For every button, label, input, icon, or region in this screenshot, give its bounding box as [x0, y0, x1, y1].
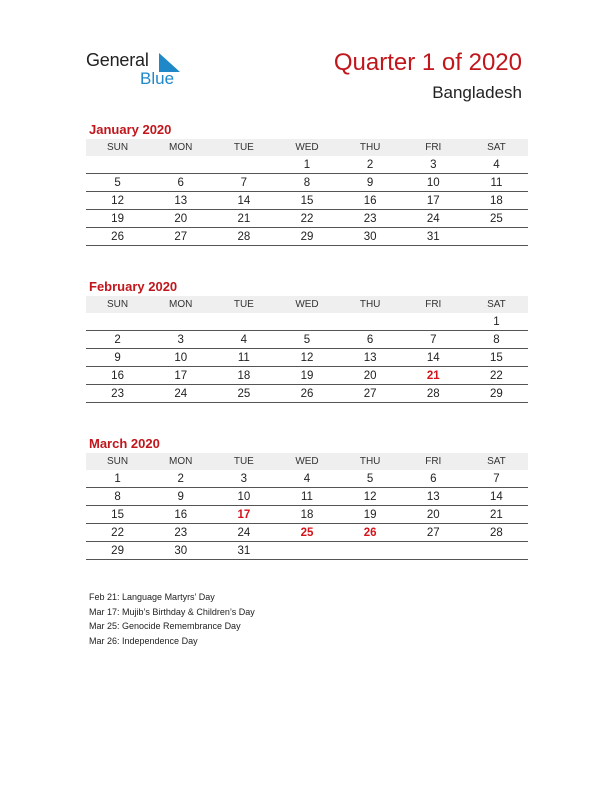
- day-cell: 13: [149, 192, 212, 210]
- day-cell: 13: [402, 488, 465, 506]
- day-cell: 28: [465, 524, 528, 542]
- weekday-header: WED: [275, 139, 338, 156]
- weekday-header: TUE: [212, 453, 275, 470]
- country-name: Bangladesh: [432, 83, 522, 102]
- day-cell: 27: [402, 524, 465, 542]
- day-cell: 12: [275, 349, 338, 367]
- day-cell: 10: [402, 174, 465, 192]
- day-cell: 2: [339, 156, 402, 174]
- month-january: [86, 121, 528, 246]
- weekday-header-row: [86, 296, 528, 313]
- empty-day-cell: [275, 542, 338, 560]
- holiday-day-cell: 26: [339, 524, 402, 542]
- day-cell: 16: [339, 192, 402, 210]
- week-row: [86, 156, 528, 174]
- day-cell: 26: [86, 228, 149, 246]
- day-cell: 20: [339, 367, 402, 385]
- month-title: January 2020: [89, 122, 172, 137]
- day-cell: 19: [275, 367, 338, 385]
- week-row: [86, 542, 528, 560]
- day-cell: 9: [149, 488, 212, 506]
- day-cell: 6: [339, 331, 402, 349]
- day-cell: 22: [465, 367, 528, 385]
- day-cell: 25: [212, 385, 275, 403]
- day-cell: 10: [149, 349, 212, 367]
- weekday-header: FRI: [402, 139, 465, 156]
- day-cell: 10: [212, 488, 275, 506]
- weekday-header: MON: [149, 296, 212, 313]
- weekday-header: TUE: [212, 296, 275, 313]
- day-cell: 15: [275, 192, 338, 210]
- day-cell: 8: [86, 488, 149, 506]
- day-cell: 20: [402, 506, 465, 524]
- day-cell: 4: [212, 331, 275, 349]
- day-cell: 9: [339, 174, 402, 192]
- day-cell: 3: [212, 470, 275, 488]
- day-cell: 11: [275, 488, 338, 506]
- brand-name-blue: Blue: [140, 69, 175, 88]
- weekday-header: WED: [275, 296, 338, 313]
- day-cell: 21: [212, 210, 275, 228]
- day-cell: 27: [149, 228, 212, 246]
- day-cell: 4: [465, 156, 528, 174]
- empty-day-cell: [86, 313, 149, 331]
- day-cell: 12: [86, 192, 149, 210]
- month-title: March 2020: [89, 436, 160, 451]
- holiday-day-cell: 25: [275, 524, 338, 542]
- week-row: [86, 313, 528, 331]
- day-cell: 18: [275, 506, 338, 524]
- day-cell: 23: [86, 385, 149, 403]
- day-cell: 13: [339, 349, 402, 367]
- day-cell: 4: [275, 470, 338, 488]
- week-row: [86, 367, 528, 385]
- empty-day-cell: [212, 313, 275, 331]
- weekday-header: FRI: [402, 296, 465, 313]
- holiday-day-cell: 17: [212, 506, 275, 524]
- day-cell: 5: [339, 470, 402, 488]
- day-cell: 7: [212, 174, 275, 192]
- day-cell: 29: [86, 542, 149, 560]
- day-cell: 16: [86, 367, 149, 385]
- empty-day-cell: [149, 313, 212, 331]
- day-cell: 19: [339, 506, 402, 524]
- day-cell: 14: [402, 349, 465, 367]
- empty-day-cell: [212, 156, 275, 174]
- day-cell: 15: [465, 349, 528, 367]
- day-cell: 1: [275, 156, 338, 174]
- weekday-header: SUN: [86, 453, 149, 470]
- day-cell: 30: [339, 228, 402, 246]
- week-row: [86, 470, 528, 488]
- day-cell: 5: [275, 331, 338, 349]
- month-february: [86, 278, 528, 403]
- day-cell: 2: [86, 331, 149, 349]
- week-row: [86, 192, 528, 210]
- weekday-header: THU: [339, 139, 402, 156]
- day-cell: 1: [86, 470, 149, 488]
- empty-day-cell: [402, 313, 465, 331]
- calendar-grid: [86, 139, 528, 246]
- empty-day-cell: [465, 228, 528, 246]
- weekday-header: SUN: [86, 139, 149, 156]
- day-cell: 22: [275, 210, 338, 228]
- day-cell: 30: [149, 542, 212, 560]
- day-cell: 18: [465, 192, 528, 210]
- week-row: [86, 210, 528, 228]
- weekday-header: SAT: [465, 139, 528, 156]
- calendar-grid: [86, 453, 528, 560]
- day-cell: 21: [465, 506, 528, 524]
- week-row: [86, 524, 528, 542]
- weekday-header: SUN: [86, 296, 149, 313]
- weekday-header: WED: [275, 453, 338, 470]
- empty-day-cell: [275, 313, 338, 331]
- day-cell: 8: [275, 174, 338, 192]
- day-cell: 24: [212, 524, 275, 542]
- calendar-grid: [86, 296, 528, 403]
- day-cell: 23: [339, 210, 402, 228]
- day-cell: 3: [149, 331, 212, 349]
- day-cell: 18: [212, 367, 275, 385]
- week-row: [86, 385, 528, 403]
- day-cell: 1: [465, 313, 528, 331]
- day-cell: 7: [465, 470, 528, 488]
- day-cell: 20: [149, 210, 212, 228]
- week-row: [86, 488, 528, 506]
- day-cell: 31: [402, 228, 465, 246]
- day-cell: 2: [149, 470, 212, 488]
- day-cell: 22: [86, 524, 149, 542]
- day-cell: 29: [465, 385, 528, 403]
- day-cell: 25: [465, 210, 528, 228]
- weekday-header: FRI: [402, 453, 465, 470]
- day-cell: 11: [465, 174, 528, 192]
- holiday-note: Feb 21: Language Martyrs’ Day: [89, 592, 215, 602]
- week-row: [86, 174, 528, 192]
- week-row: [86, 331, 528, 349]
- empty-day-cell: [339, 313, 402, 331]
- holiday-day-cell: 21: [402, 367, 465, 385]
- weekday-header: MON: [149, 139, 212, 156]
- day-cell: 12: [339, 488, 402, 506]
- day-cell: 27: [339, 385, 402, 403]
- day-cell: 15: [86, 506, 149, 524]
- weekday-header-row: [86, 139, 528, 156]
- day-cell: 31: [212, 542, 275, 560]
- day-cell: 11: [212, 349, 275, 367]
- day-cell: 26: [275, 385, 338, 403]
- weekday-header: TUE: [212, 139, 275, 156]
- holiday-note: Mar 25: Genocide Remembrance Day: [89, 621, 241, 631]
- weekday-header-row: [86, 453, 528, 470]
- day-cell: 8: [465, 331, 528, 349]
- month-title: February 2020: [89, 279, 178, 294]
- day-cell: 5: [86, 174, 149, 192]
- day-cell: 6: [149, 174, 212, 192]
- weekday-header: THU: [339, 296, 402, 313]
- empty-day-cell: [86, 156, 149, 174]
- holiday-note: Mar 17: Mujib’s Birthday & Children’s Day: [89, 606, 255, 617]
- brand-logo: [86, 50, 196, 90]
- empty-day-cell: [149, 156, 212, 174]
- week-row: [86, 228, 528, 246]
- page-title: Quarter 1 of 2020: [333, 49, 522, 76]
- empty-day-cell: [339, 542, 402, 560]
- weekday-header: SAT: [465, 453, 528, 470]
- empty-day-cell: [402, 542, 465, 560]
- day-cell: 28: [212, 228, 275, 246]
- week-row: [86, 506, 528, 524]
- day-cell: 9: [86, 349, 149, 367]
- day-cell: 23: [149, 524, 212, 542]
- day-cell: 19: [86, 210, 149, 228]
- day-cell: 6: [402, 470, 465, 488]
- day-cell: 29: [275, 228, 338, 246]
- brand-name-general: General: [86, 50, 149, 70]
- week-row: [86, 349, 528, 367]
- empty-day-cell: [465, 542, 528, 560]
- day-cell: 3: [402, 156, 465, 174]
- weekday-header: THU: [339, 453, 402, 470]
- weekday-header: SAT: [465, 296, 528, 313]
- holiday-note: Mar 26: Independence Day: [89, 635, 198, 646]
- day-cell: 17: [149, 367, 212, 385]
- weekday-header: MON: [149, 453, 212, 470]
- month-march: [86, 435, 528, 560]
- day-cell: 24: [149, 385, 212, 403]
- day-cell: 24: [402, 210, 465, 228]
- day-cell: 28: [402, 385, 465, 403]
- day-cell: 14: [465, 488, 528, 506]
- day-cell: 17: [402, 192, 465, 210]
- day-cell: 7: [402, 331, 465, 349]
- day-cell: 16: [149, 506, 212, 524]
- holiday-notes: [89, 590, 255, 648]
- day-cell: 14: [212, 192, 275, 210]
